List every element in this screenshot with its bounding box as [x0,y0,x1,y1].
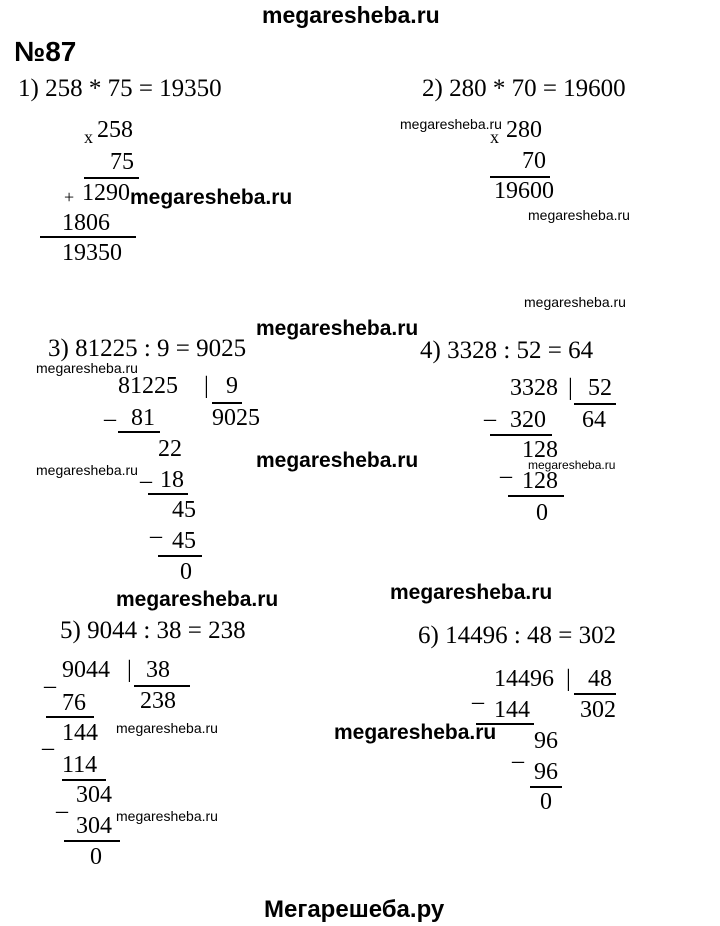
final-remainder: 0 [180,559,192,585]
division-bar: | [566,666,571,692]
factor-1: 258 [97,117,133,143]
divisor-underline [574,403,616,405]
watermark: megaresheba.ru [116,720,218,736]
step-remainder: 304 [76,782,112,808]
watermark: megaresheba.ru [36,360,138,376]
step-subtrahend: 114 [62,752,98,778]
underline [118,431,160,433]
underline [148,493,188,495]
watermark: megaresheba.ru [528,458,616,472]
step-subtrahend: 76 [62,690,86,716]
minus-sign: _ [150,515,162,541]
product-result: 19350 [62,240,122,266]
minus-sign: _ [472,681,484,707]
step-subtrahend: 18 [160,467,184,493]
watermark: megaresheba.ru [400,116,502,132]
factor-1: 280 [506,117,542,143]
divisor-underline [212,402,242,404]
step-remainder: 45 [172,497,196,523]
underline [158,555,202,557]
step-subtrahend: 45 [172,528,196,554]
multiply-sign: x [490,127,499,147]
factor-2: 70 [522,148,546,174]
multiply-sign: x [84,127,93,147]
watermark: megaresheba.ru [116,588,279,611]
watermark: megaresheba.ru [524,294,626,310]
divisor: 38 [146,657,170,683]
dividend: 9044 [62,657,110,683]
underline [62,779,106,781]
quotient: 9025 [212,405,260,431]
minus-sign: _ [42,727,54,753]
divisor: 52 [588,375,612,401]
partial-product-2: 1806 [62,210,110,236]
problem-1-equation: 1) 258 * 75 = 19350 [18,75,222,102]
underline [84,177,139,179]
final-remainder: 0 [536,500,548,526]
division-bar: | [127,657,132,683]
final-remainder: 0 [540,789,552,815]
division-bar: | [568,375,573,401]
division-bar: | [204,373,209,399]
step-subtrahend: 144 [494,697,530,723]
minus-sign: _ [56,790,68,816]
underline [508,495,564,497]
underline [64,840,120,842]
dividend: 14496 [494,666,554,692]
step-subtrahend: 96 [534,759,558,785]
step-remainder: 22 [158,436,182,462]
minus-sign: _ [104,398,116,424]
watermark: megaresheba.ru [130,186,293,209]
step-subtrahend: 128 [522,468,558,494]
problem-5-equation: 5) 9044 : 38 = 238 [60,617,246,644]
problem-3-equation: 3) 81225 : 9 = 9025 [48,335,247,362]
divisor-underline [574,693,616,695]
problem-2-equation: 2) 280 * 70 = 19600 [422,75,626,102]
watermark: megaresheba.ru [256,449,419,472]
product-result: 19600 [494,178,554,204]
divisor: 48 [588,666,612,692]
watermark: megaresheba.ru [36,462,138,478]
step-remainder: 128 [522,437,558,463]
minus-sign: _ [500,455,512,481]
page-header-site: megaresheba.ru [262,2,440,28]
plus-sign: + [64,187,75,207]
dividend: 81225 [118,373,178,399]
dividend: 3328 [510,375,558,401]
problem-4-equation: 4) 3328 : 52 = 64 [420,337,594,364]
partial-product-1: 1290 [82,180,130,206]
step-subtrahend: 81 [131,405,155,431]
step-subtrahend: 320 [510,407,546,433]
watermark: megaresheba.ru [116,808,218,824]
step-subtrahend: 304 [76,813,112,839]
divisor: 9 [226,373,238,399]
factor-2: 75 [110,149,134,175]
minus-sign: _ [512,740,524,766]
step-remainder: 144 [62,720,98,746]
watermark: megaresheba.ru [256,317,419,340]
final-remainder: 0 [90,844,102,870]
minus-sign: _ [484,398,496,424]
watermark: megaresheba.ru [390,581,553,604]
quotient: 64 [582,407,606,433]
underline [490,434,552,436]
task-number: №87 [14,36,77,67]
quotient: 238 [140,688,176,714]
minus-sign: _ [140,460,152,486]
watermark: megaresheba.ru [334,721,497,744]
watermark: megaresheba.ru [528,207,630,223]
underline [530,786,562,788]
underline [40,236,136,238]
quotient: 302 [580,697,616,723]
problem-6-equation: 6) 14496 : 48 = 302 [418,622,617,649]
step-remainder: 96 [534,728,558,754]
minus-sign: _ [44,665,56,691]
underline [46,716,94,718]
page-footer-site: Мегарешеба.ру [264,896,445,923]
divisor-underline [134,685,190,687]
